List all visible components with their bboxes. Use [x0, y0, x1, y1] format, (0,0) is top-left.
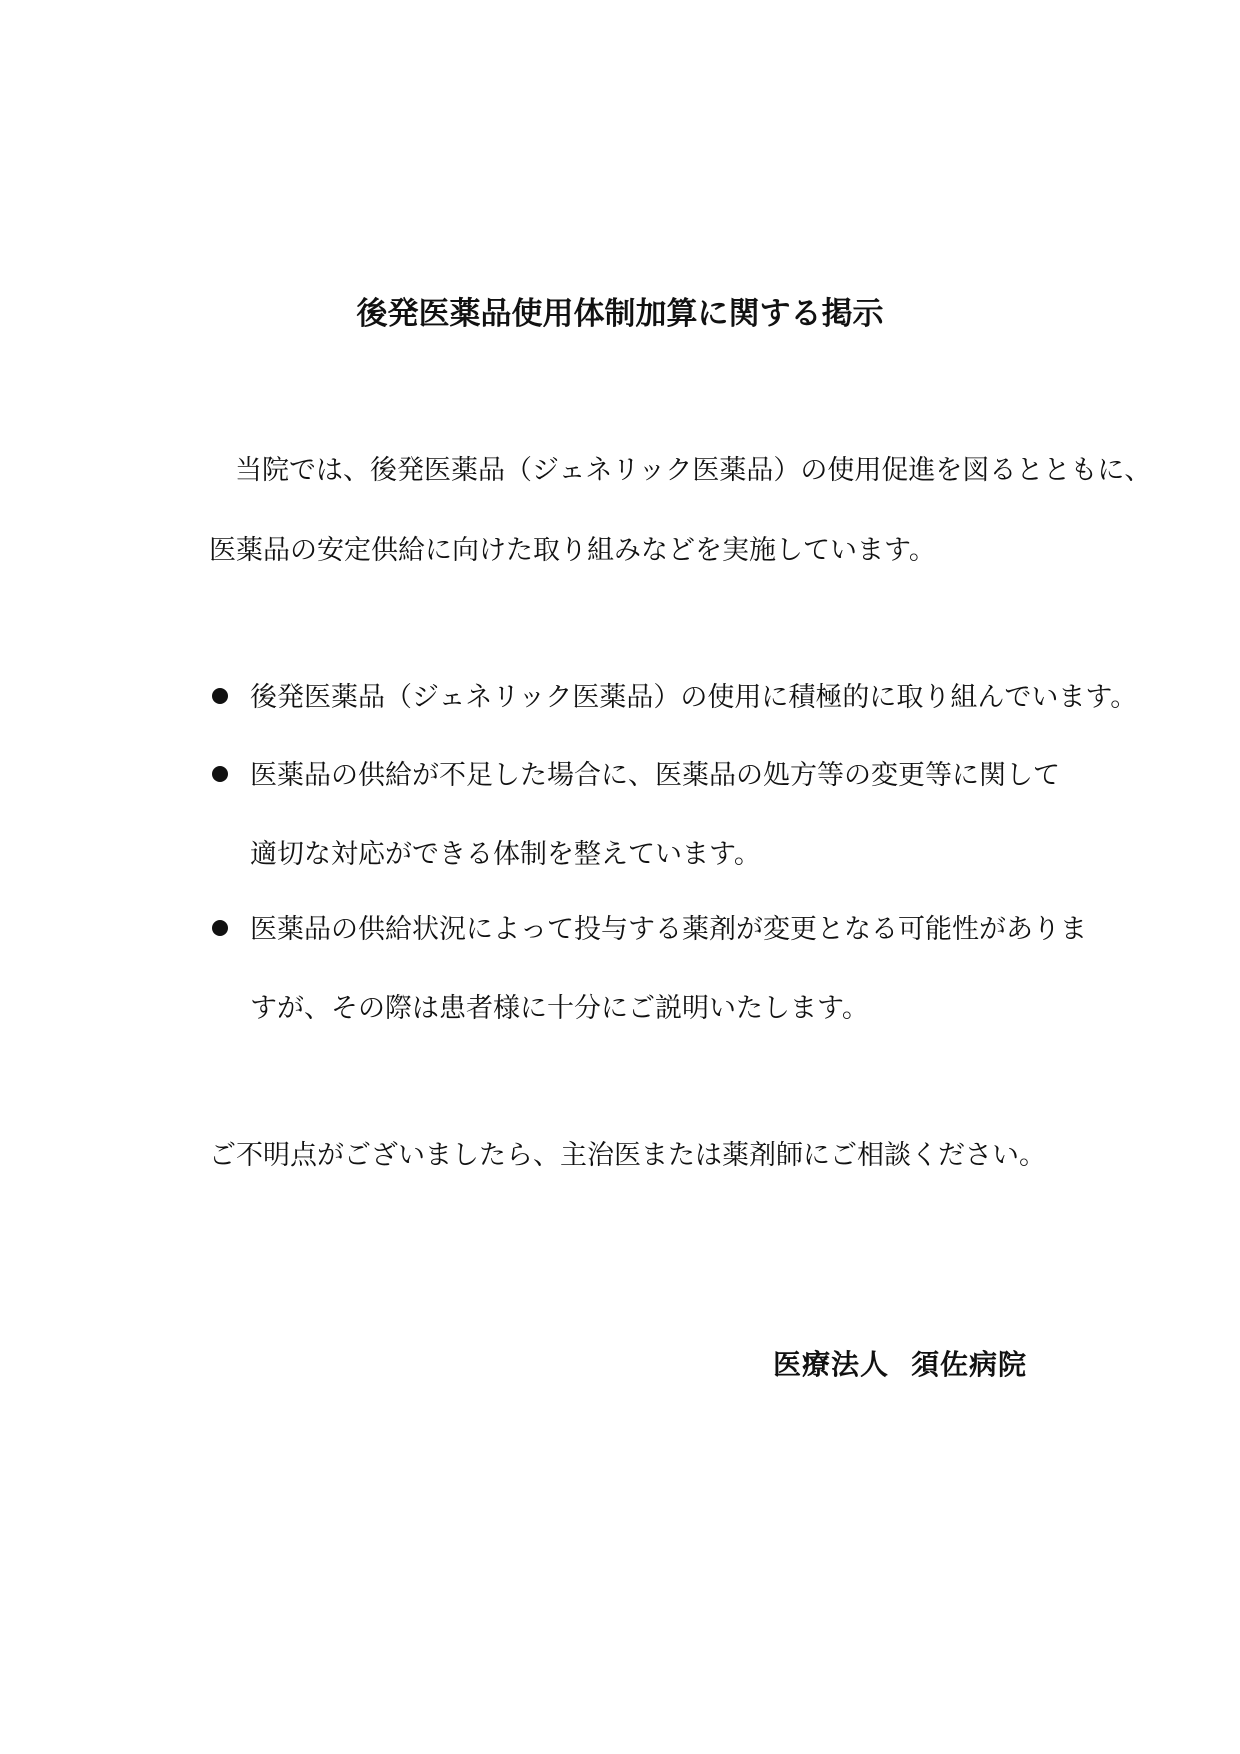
- bullet-3-line-1: 医薬品の供給状況によって投与する薬剤が変更となる可能性がありま: [250, 914, 1087, 945]
- signature-organization: 医療法人: [772, 1348, 889, 1381]
- signature: [773, 1343, 1027, 1383]
- bullet-dot-icon: [212, 920, 228, 936]
- bullet-dot-icon: [212, 688, 228, 704]
- bullet-1-line-1: 後発医薬品（ジェネリック医薬品）の使用に積極的に取り組んでいます。: [250, 682, 1138, 713]
- intro-line-2: 医薬品の安定供給に向けた取り組みなどを実施しています。: [209, 535, 936, 566]
- closing-text: ご不明点がございましたら、主治医または薬剤師にご相談ください。: [209, 1140, 1046, 1171]
- notice-title: 後発医薬品使用体制加算に関する掲示: [356, 296, 884, 332]
- bullet-dot-icon: [212, 766, 228, 782]
- signature-hospital: 須佐病院: [910, 1348, 1027, 1381]
- intro-line-1: 当院では、後発医薬品（ジェネリック医薬品）の使用促進を図るとともに、: [235, 455, 1152, 486]
- bullet-2-line-2: 適切な対応ができる体制を整えています。: [250, 839, 761, 870]
- bullet-2-line-1: 医薬品の供給が不足した場合に、医薬品の処方等の変更等に関して: [250, 760, 1060, 791]
- bullet-3-line-2: すが、その際は患者様に十分にご説明いたします。: [250, 993, 869, 1024]
